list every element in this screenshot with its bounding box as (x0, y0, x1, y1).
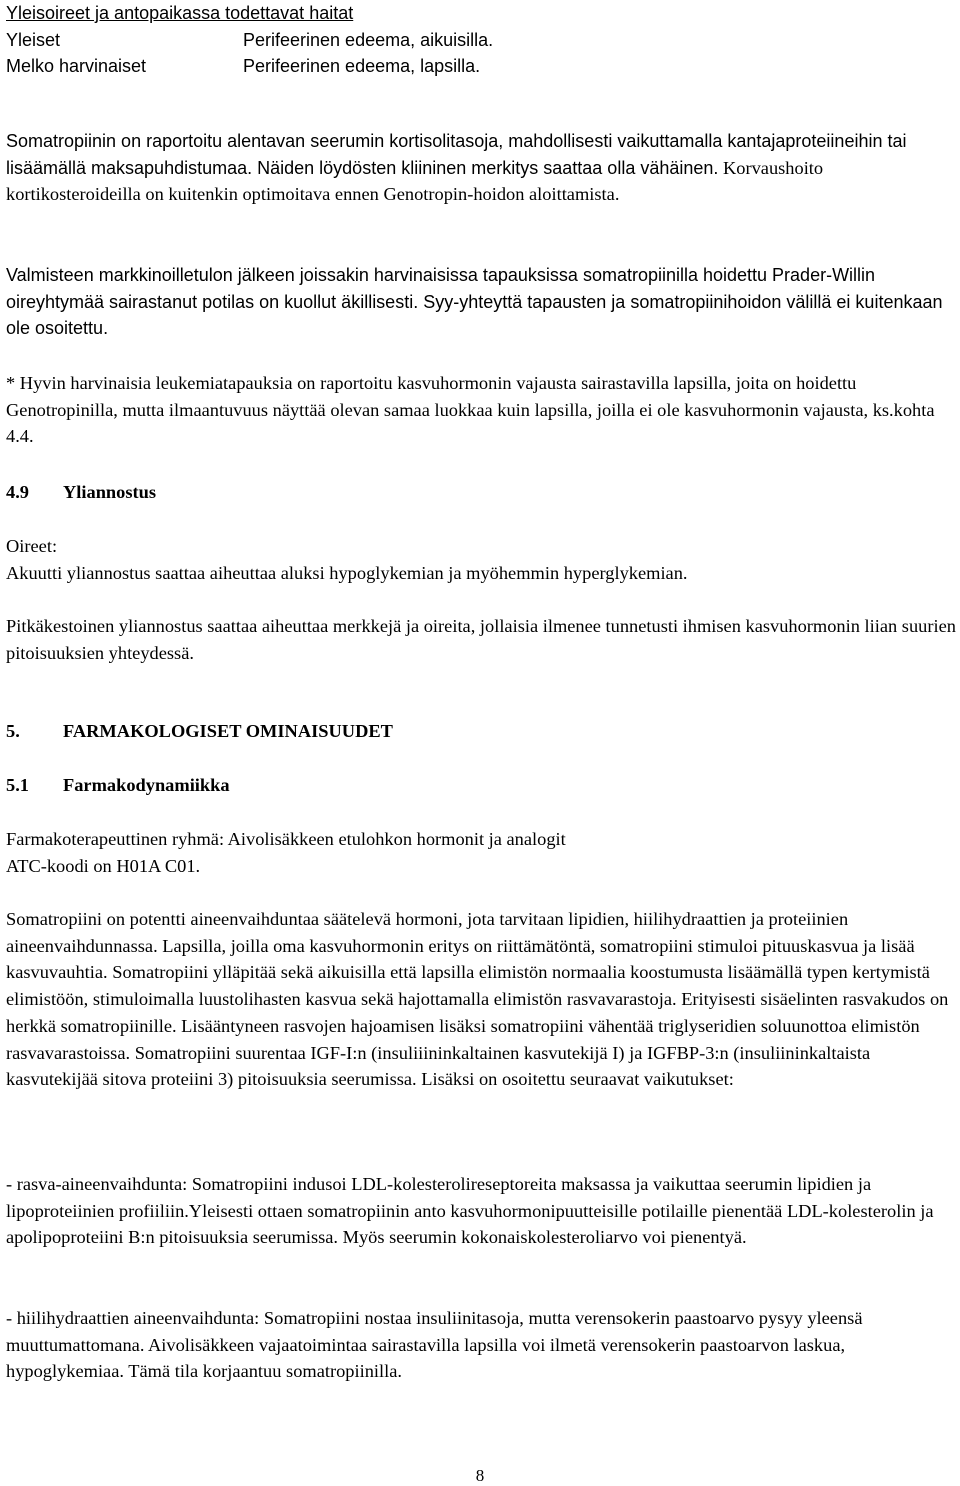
section-number: 5.1 (6, 775, 29, 795)
effect-cell: Perifeerinen edeema, lapsilla. (243, 56, 481, 77)
table-title: Yleisoireet ja antopaikassa todettavat haitat (6, 3, 354, 23)
section-title: FARMAKOLOGISET OMINAISUUDET (63, 721, 393, 741)
table-row (6, 27, 956, 54)
table-row (6, 53, 956, 80)
adverse-effects-table (6, 0, 956, 80)
cortisol-text-a: Somatropiinin on raportoitu alentavan seerumin kortisolitasoja, mahdollisesti vaikuttamalla kantajaproteiineihin tai lisäämällä maksapuhdistumaa. Näiden löydösten kliininen merkitys saattaa olla vähäinen. (6, 131, 907, 178)
section-number: 4.9 (6, 482, 29, 502)
pharmacotherapeutic-group: Farmakoterapeuttinen ryhmä: Aivolisäkkeen etulohkon hormonit ja analogit (6, 829, 566, 849)
section-5-heading (6, 718, 956, 745)
frequency-cell: Melko harvinaiset (6, 56, 147, 77)
chronic-overdose-text: Pitkäkestoinen yliannostus saattaa aiheuttaa merkkejä ja oireita, jollaisia ilmenee tunnetusti ihmisen kasvuhormonin liian suurien pitoisuuksien yhteydessä. (6, 616, 956, 663)
section-5-1-heading (6, 772, 956, 799)
atc-code: ATC-koodi on H01A C01. (6, 856, 201, 876)
section-title: Yliannostus (63, 482, 157, 502)
frequency-cell: Yleiset (6, 29, 61, 50)
page-number: 8 (475, 1466, 485, 1485)
pharmacodynamics-paragraph: Somatropiini on potentti aineenvaihduntaa säätelevä hormoni, jota tarvitaan lipidien, hiilihydraattien ja proteiinien aineenvaihdunnassa. Lapsilla, joilla oma kasvuhormonin eritys on riittämätöntä, somatropiini stimuloi pituuskasvua ja lisää kasvuvauhtia. Somatropiini ylläpitää sekä aikuisilla että lapsilla elimistön normaalia koostumusta lisäämällä typen kertymistä elimistöön, stimuloimalla luustolihasten kasvua sekä hajottamalla elimistön rasvavarastoja. Erityisesti sisäelinten rasvakudos on herkkä somatropiinille. Lisääntyneen rasvojen hajoamisen lisäksi somatropiini vähentää triglyseridien soluunottoa elimistön rasvavarastoissa. Somatropiini suurentaa IGF-I:n (insuliiininkaltainen kasvutekijä I) ja IGFBP-3:n (insuliininkaltaista kasvutekijää sitova proteiini 3) pitoisuuksia seerumissa. Lisäksi on osoitettu seuraavat vaikutukset: (6, 909, 949, 1090)
effect-cell: Perifeerinen edeema, aikuisilla. (243, 29, 494, 50)
carbohydrate-metabolism-paragraph: - hiilihydraattien aineenvaihdunta: Somatropiini nostaa insuliinitasoja, mutta verensokerin paastoarvo pysyy yleensä muuttumattomana. Aivolisäkkeen vajaatoimintaa sairastavilla lapsilla voi ilmetä verensokerin paastoarvon laskua, hypoglykemiaa. Tämä tila korjaantuu somatropiinilla. (6, 1308, 863, 1382)
section-number: 5. (6, 721, 20, 741)
section-title: Farmakodynamiikka (63, 775, 230, 795)
leukemia-paragraph: * Hyvin harvinaisia leukemiatapauksia on raportoitu kasvuhormonin vajausta sairastavilla lapsilla, joita on hoidettu Genotropinilla, mutta ilmaantuvuus näyttää olevan samaa luokkaa kuin lapsilla, joilla ei ole kasvuhormonin vajausta, ks.kohta 4.4. (6, 373, 935, 447)
symptoms-label: Oireet: (6, 536, 58, 556)
acute-overdose-text: Akuutti yliannostus saattaa aiheuttaa aluksi hypoglykemian ja myöhemmin hyperglykemian. (6, 563, 688, 583)
cortisol-paragraph (6, 128, 956, 208)
section-4-9-heading (6, 479, 956, 506)
lipid-metabolism-paragraph: - rasva-aineenvaihdunta: Somatropiini indusoi LDL-kolesterolireseptoreita maksassa ja vaikuttaa seerumin lipidien ja lipoproteiinien profiiliin.Yleisesti ottaen somatropiinin anto kasvuhormonipuutteisille potilaille pienentää LDL-kolesterolin ja apolipoproteiini B:n pitoisuuksia seerumissa. Myös seerumin kokonaiskolesteroliarvo voi pienentyä. (6, 1174, 934, 1248)
prader-willi-paragraph: Valmisteen markkinoilletulon jälkeen joissakin harvinaisissa tapauksissa somatropiinilla hoidettu Prader-Willin oireyhtymää sairastanut potilas on kuollut äkillisesti. Syy-yhteyttä tapausten ja somatropiinihoidon välillä ei kuitenkaan ole osoitettu. (6, 265, 943, 339)
cortisol-text-b: Korvaushoito kortikosteroideilla on kuitenkin optimoitava ennen Genotropin-hoidon aloittamista. (6, 157, 824, 205)
